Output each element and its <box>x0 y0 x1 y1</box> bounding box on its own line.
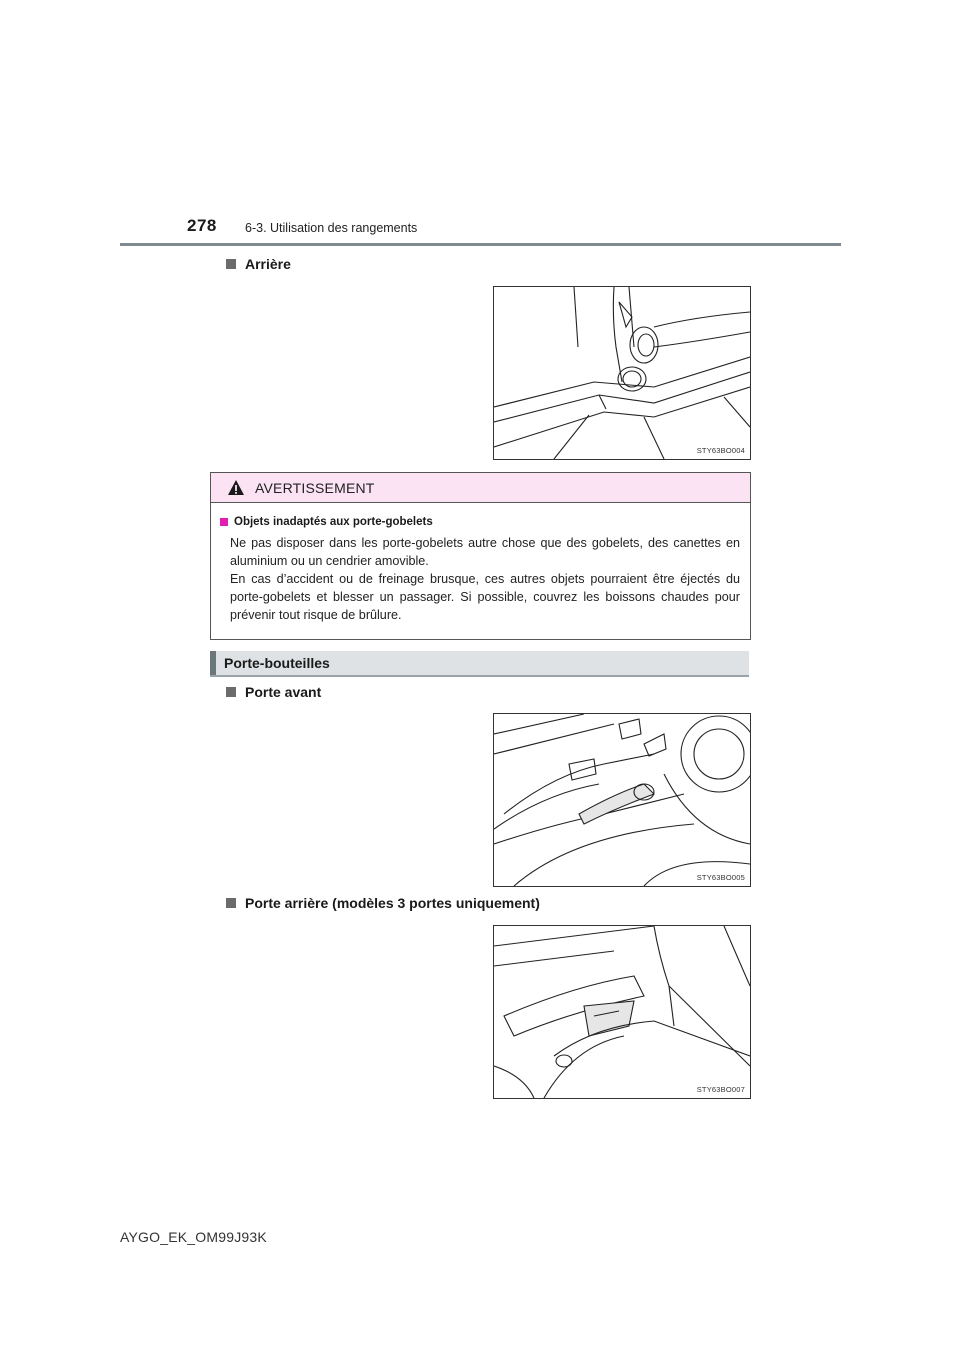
figure-front-door-bottle-holder <box>493 713 751 887</box>
rear-door-illustration <box>494 926 750 1098</box>
section-band <box>210 651 749 677</box>
subheading-front-door-label: Porte avant <box>245 684 322 700</box>
warning-triangle-icon <box>227 479 245 496</box>
warning-title: AVERTISSEMENT <box>255 479 375 496</box>
square-bullet-icon <box>226 259 236 269</box>
front-door-illustration <box>494 714 750 886</box>
warning-paragraph-1: Ne pas disposer dans les porte-gobelets autre chose que des gobelets, des canettes en aluminium ou un cendrier amovible. <box>230 536 740 568</box>
header-divider <box>120 243 841 246</box>
subheading-rear-label: Arrière <box>245 256 291 272</box>
warning-subheading-label: Objets inadaptés aux porte-gobelets <box>234 516 433 528</box>
subheading-front-door <box>226 684 321 700</box>
warning-paragraph-2: En cas d’accident ou de freinage brusque, ces autres objets pourraient être éjectés du porte-gobelets et blesser un passager. Si possible, couvrez les boissons chaudes pour prévenir tout risque de brûlure. <box>230 572 740 622</box>
figure-code: STY63BO007 <box>696 1085 745 1094</box>
pink-square-bullet-icon <box>220 518 228 526</box>
square-bullet-icon <box>226 687 236 697</box>
rear-cup-holder-illustration <box>494 287 750 459</box>
warning-subheading <box>220 516 750 528</box>
subheading-rear-door <box>226 895 540 911</box>
warning-body <box>230 534 740 624</box>
page-number: 278 <box>187 216 217 235</box>
square-bullet-icon <box>226 898 236 908</box>
warning-header <box>211 473 750 503</box>
footer-doc-code: AYGO_EK_OM99J93K <box>120 1229 267 1245</box>
band-title: Porte-bouteilles <box>224 655 330 671</box>
figure-code: STY63BO004 <box>696 446 745 455</box>
figure-rear-cup-holder <box>493 286 751 460</box>
section-title: 6-3. Utilisation des rangements <box>245 221 418 235</box>
subheading-rear-door-label: Porte arrière (modèles 3 portes uniquement) <box>245 895 540 911</box>
band-accent-bar <box>210 651 216 675</box>
subheading-rear <box>226 256 291 272</box>
warning-box <box>210 472 751 640</box>
figure-rear-door-bottle-holder <box>493 925 751 1099</box>
figure-code: STY63BO005 <box>696 873 745 882</box>
